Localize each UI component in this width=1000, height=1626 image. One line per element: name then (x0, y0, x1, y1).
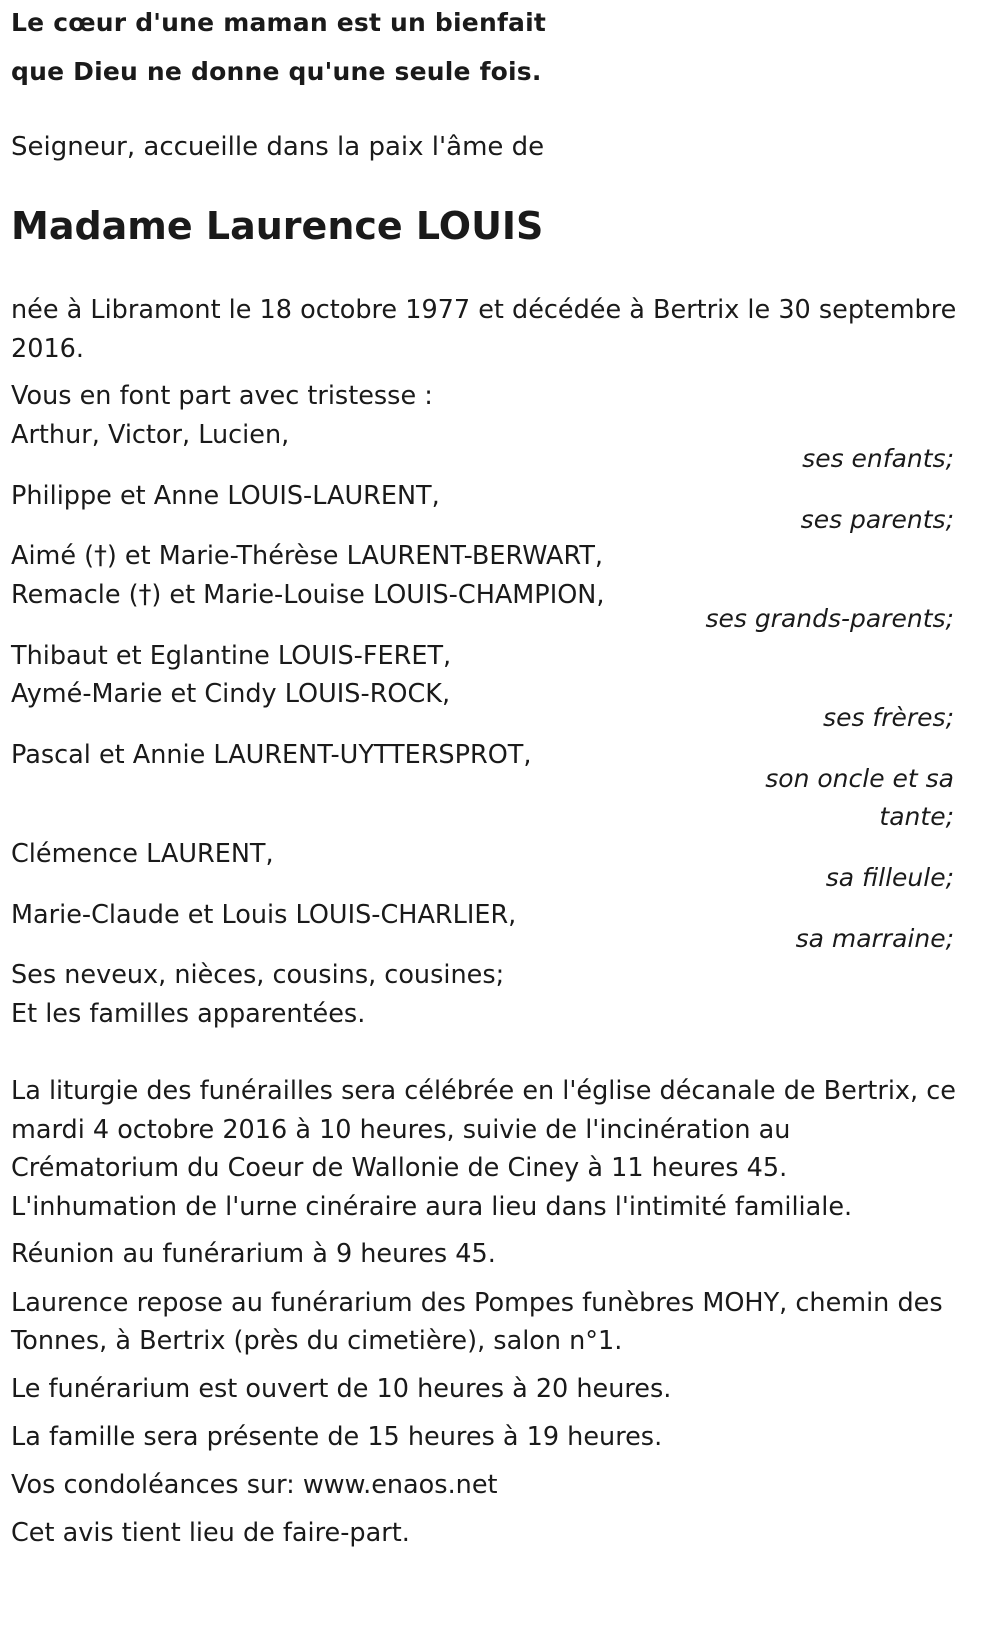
rest-place-line-2: Tonnes, à Bertrix (près du cimetière), salon n°1. (11, 1326, 623, 1356)
condolences-text: Vos condoléances sur: www.enaos.net (11, 1470, 498, 1500)
deceased-name: Madame Laurence LOUIS (11, 204, 544, 248)
birth-death-line-1: née à Libramont le 18 octobre 1977 et décédée à Bertrix le 30 septembre (11, 295, 957, 325)
family-relation: ses grands-parents; (705, 604, 954, 633)
rest-place-line-1: Laurence repose au funérarium des Pompes funèbres MOHY, chemin des (11, 1288, 943, 1318)
family-names: Arthur, Victor, Lucien, (11, 420, 290, 450)
extended-family-line-2: Et les familles apparentées. (11, 999, 366, 1029)
quote-line-2: que Dieu ne donne qu'une seule fois. (11, 57, 542, 86)
ceremony-line-3: Crématorium du Coeur de Wallonie de Ciney à 11 heures 45. (11, 1153, 788, 1183)
family-relation: ses enfants; (802, 444, 954, 473)
family-relation: son oncle et sa (765, 764, 954, 793)
quote-line-1: Le cœur d'une maman est un bienfait (11, 8, 547, 37)
family-names: Philippe et Anne LOUIS-LAURENT, (11, 481, 440, 511)
family-names: Aymé-Marie et Cindy LOUIS-ROCK, (11, 679, 451, 709)
family-names: Pascal et Annie LAURENT-UYTTERSPROT, (11, 740, 532, 770)
ceremony-line-1: La liturgie des funérailles sera célébrée en l'église décanale de Bertrix, ce (11, 1076, 956, 1106)
family-relation: tante; (879, 802, 954, 831)
extended-family-line-1: Ses neveux, nièces, cousins, cousines; (11, 960, 505, 990)
family-presence-text: La famille sera présente de 15 heures à 19 heures. (11, 1422, 663, 1452)
family-names: Marie-Claude et Louis LOUIS-CHARLIER, (11, 900, 517, 930)
meeting-text: Réunion au funérarium à 9 heures 45. (11, 1239, 496, 1269)
family-relation: ses parents; (800, 505, 954, 534)
announcement-text: Vous en font part avec tristesse : (11, 381, 433, 411)
family-relation: sa marraine; (795, 924, 954, 953)
family-names: Remacle (†) et Marie-Louise LOUIS-CHAMPION, (11, 580, 605, 610)
family-relation: sa filleule; (825, 863, 954, 892)
family-names: Clémence LAURENT, (11, 839, 274, 869)
birth-death-line-2: 2016. (11, 334, 85, 364)
family-relation: ses frères; (823, 703, 954, 732)
opening-hours-text: Le funérarium est ouvert de 10 heures à 20 heures. (11, 1374, 672, 1404)
ceremony-line-4: L'inhumation de l'urne cinéraire aura lieu dans l'intimité familiale. (11, 1192, 853, 1222)
notice-text: Cet avis tient lieu de faire-part. (11, 1518, 410, 1548)
family-names: Aimé (†) et Marie-Thérèse LAURENT-BERWART, (11, 541, 604, 571)
ceremony-line-2: mardi 4 octobre 2016 à 10 heures, suivie de l'incinération au (11, 1115, 791, 1145)
family-names: Thibaut et Eglantine LOUIS-FERET, (11, 641, 452, 671)
intro-text: Seigneur, accueille dans la paix l'âme de (11, 132, 545, 162)
